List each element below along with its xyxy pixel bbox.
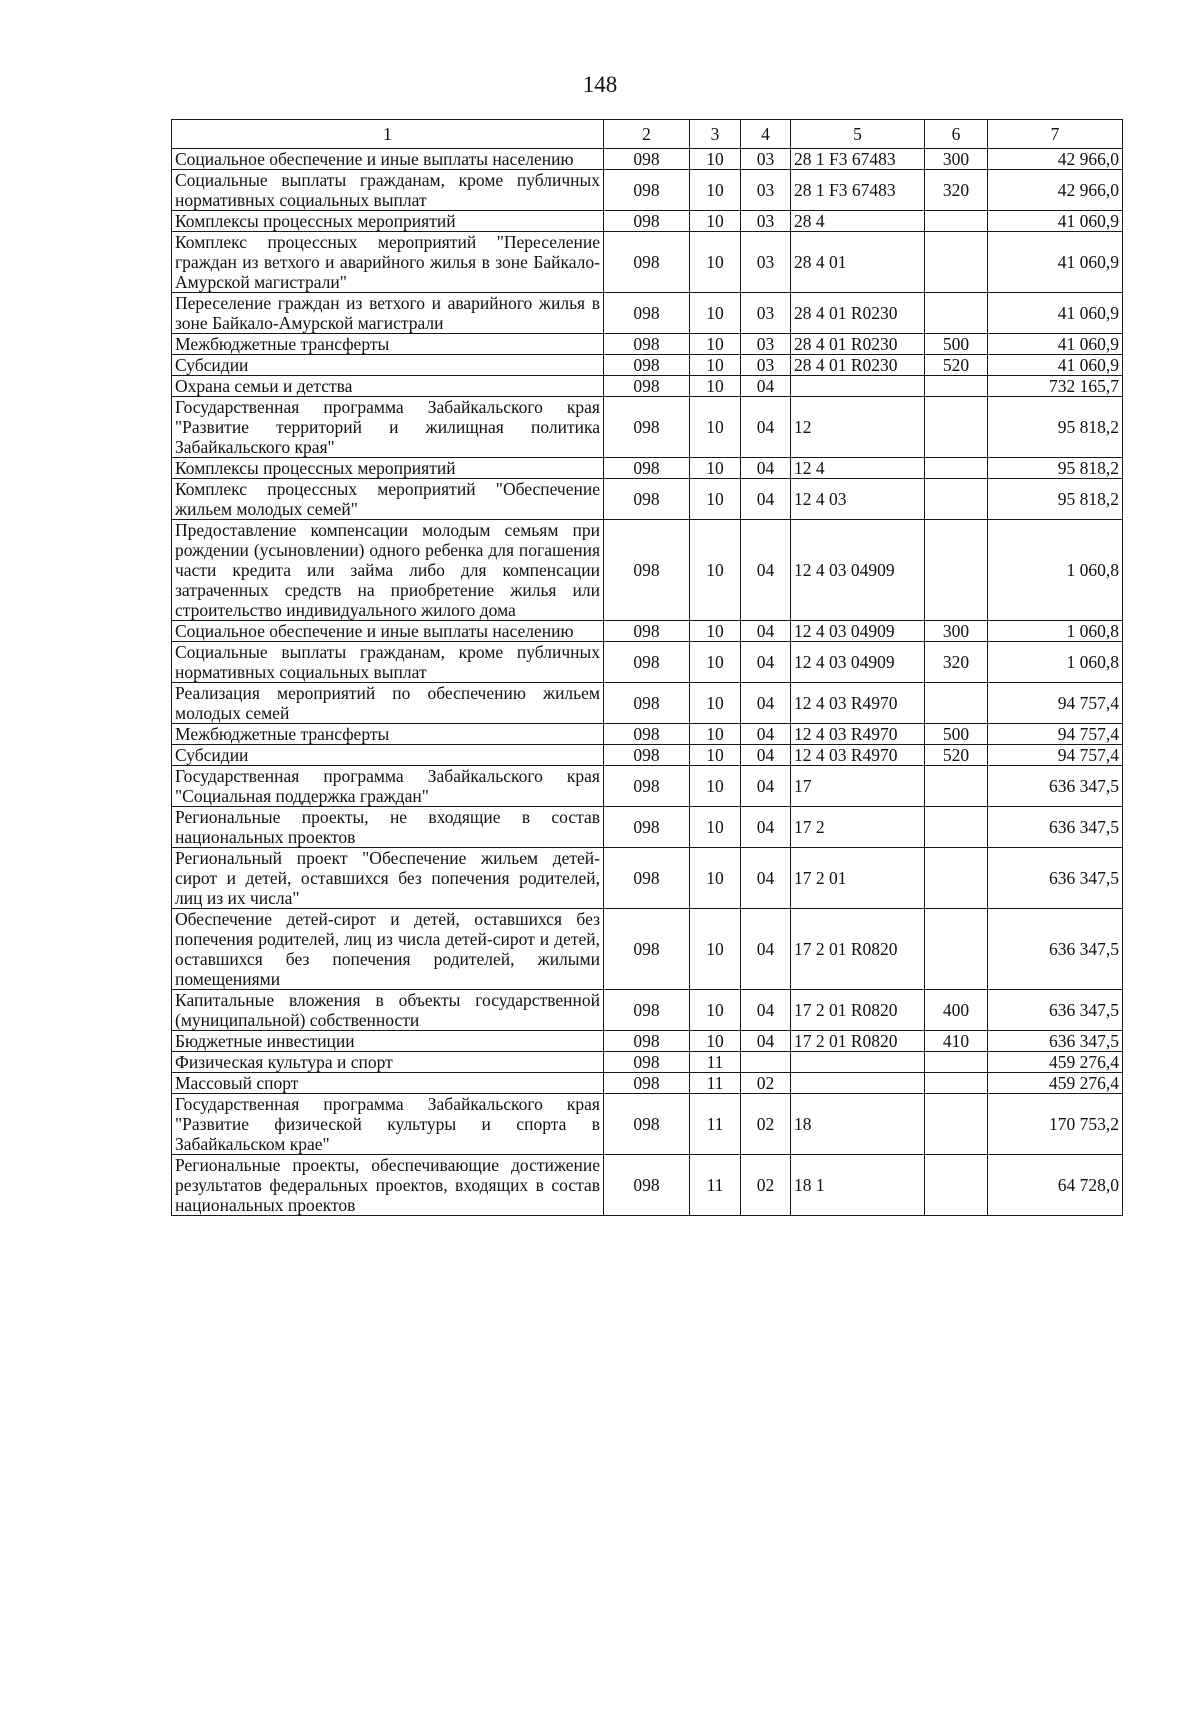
table-row [172,520,1123,621]
section-code-cell: 10 [690,232,741,293]
amount-cell: 41 060,9 [988,355,1123,376]
target-article-cell: 12 4 03 R4970 [791,745,925,766]
table-row [172,683,1123,724]
ministry-code-cell: 098 [604,232,690,293]
ministry-code-cell: 098 [604,621,690,642]
subsection-code-cell: 03 [741,211,791,232]
section-code-cell: 10 [690,642,741,683]
table-row [172,170,1123,211]
section-code-cell: 10 [690,621,741,642]
expense-type-cell [925,376,988,397]
amount-cell: 41 060,9 [988,232,1123,293]
row-name-cell: Субсидии [172,355,604,376]
target-article-cell: 12 4 03 R4970 [791,724,925,745]
amount-cell: 636 347,5 [988,990,1123,1031]
section-code-cell: 10 [690,149,741,170]
table-row [172,766,1123,807]
target-article-cell: 17 [791,766,925,807]
ministry-code-cell: 098 [604,211,690,232]
subsection-code-cell: 04 [741,1031,791,1052]
subsection-code-cell: 02 [741,1155,791,1216]
amount-cell: 459 276,4 [988,1073,1123,1094]
row-name-cell: Переселение граждан из ветхого и аварийного жилья в зоне Байкало-Амурской магистрали [172,293,604,334]
subsection-code-cell: 04 [741,520,791,621]
row-name-cell: Капитальные вложения в объекты государственной (муниципальной) собственности [172,990,604,1031]
row-name-cell: Предоставление компенсации молодым семьям при рождении (усыновлении) одного ребенка для погашения части кредита или займа либо для компенсации затраченных средств на приобретение жилья или строительство индивидуального жилого дома [172,520,604,621]
table-row [172,1073,1123,1094]
row-name-cell: Региональные проекты, не входящие в состав национальных проектов [172,807,604,848]
subsection-code-cell: 04 [741,909,791,990]
subsection-code-cell: 03 [741,149,791,170]
row-name-cell: Межбюджетные трансферты [172,334,604,355]
expense-type-cell: 520 [925,745,988,766]
amount-cell: 94 757,4 [988,745,1123,766]
column-header: 2 [604,120,690,149]
amount-cell: 95 818,2 [988,458,1123,479]
ministry-code-cell: 098 [604,1052,690,1073]
expense-type-cell [925,458,988,479]
target-article-cell [791,1073,925,1094]
target-article-cell: 12 4 03 04909 [791,520,925,621]
amount-cell: 170 753,2 [988,1094,1123,1155]
row-name-cell: Социальные выплаты гражданам, кроме публичных нормативных социальных выплат [172,642,604,683]
target-article-cell: 12 4 03 04909 [791,621,925,642]
section-code-cell: 10 [690,479,741,520]
subsection-code-cell: 03 [741,334,791,355]
row-name-cell: Социальные выплаты гражданам, кроме публичных нормативных социальных выплат [172,170,604,211]
row-name-cell: Комплексы процессных мероприятий [172,458,604,479]
target-article-cell: 28 4 01 R0230 [791,355,925,376]
table-row [172,621,1123,642]
column-header: 5 [791,120,925,149]
ministry-code-cell: 098 [604,909,690,990]
target-article-cell: 28 1 F3 67483 [791,149,925,170]
expense-type-cell [925,766,988,807]
expense-type-cell: 300 [925,621,988,642]
column-header: 4 [741,120,791,149]
table-row [172,848,1123,909]
subsection-code-cell: 03 [741,293,791,334]
table-row [172,458,1123,479]
target-article-cell: 12 4 03 [791,479,925,520]
expense-type-cell [925,807,988,848]
target-article-cell: 18 [791,1094,925,1155]
expense-type-cell [925,1073,988,1094]
ministry-code-cell: 098 [604,355,690,376]
expense-type-cell [925,1155,988,1216]
ministry-code-cell: 098 [604,642,690,683]
row-name-cell: Социальное обеспечение и иные выплаты населению [172,621,604,642]
ministry-code-cell: 098 [604,990,690,1031]
row-name-cell: Реализация мероприятий по обеспечению жильем молодых семей [172,683,604,724]
section-code-cell: 10 [690,458,741,479]
table-row [172,293,1123,334]
ministry-code-cell: 098 [604,397,690,458]
expense-type-cell: 500 [925,724,988,745]
amount-cell: 636 347,5 [988,1031,1123,1052]
row-name-cell: Физическая культура и спорт [172,1052,604,1073]
expense-type-cell [925,479,988,520]
section-code-cell: 11 [690,1073,741,1094]
expense-type-cell [925,1094,988,1155]
ministry-code-cell: 098 [604,149,690,170]
target-article-cell: 12 [791,397,925,458]
subsection-code-cell: 03 [741,170,791,211]
amount-cell: 1 060,8 [988,621,1123,642]
section-code-cell: 10 [690,990,741,1031]
table-body [172,149,1123,1216]
subsection-code-cell: 04 [741,683,791,724]
section-code-cell: 11 [690,1094,741,1155]
ministry-code-cell: 098 [604,766,690,807]
amount-cell: 636 347,5 [988,848,1123,909]
subsection-code-cell: 04 [741,458,791,479]
section-code-cell: 10 [690,724,741,745]
row-name-cell: Социальное обеспечение и иные выплаты населению [172,149,604,170]
target-article-cell: 17 2 01 R0820 [791,1031,925,1052]
row-name-cell: Комплексы процессных мероприятий [172,211,604,232]
section-code-cell: 10 [690,745,741,766]
section-code-cell: 10 [690,397,741,458]
section-code-cell: 10 [690,355,741,376]
ministry-code-cell: 098 [604,724,690,745]
target-article-cell: 17 2 01 R0820 [791,990,925,1031]
row-name-cell: Государственная программа Забайкальского края "Развитие территорий и жилищная политика Забайкальского края" [172,397,604,458]
row-name-cell: Обеспечение детей-сирот и детей, оставшихся без попечения родителей, лиц из числа детей-сирот и детей, оставшихся без попечения родителей, жилыми помещениями [172,909,604,990]
subsection-code-cell: 04 [741,479,791,520]
subsection-code-cell: 04 [741,990,791,1031]
amount-cell: 64 728,0 [988,1155,1123,1216]
ministry-code-cell: 098 [604,807,690,848]
target-article-cell: 28 4 [791,211,925,232]
section-code-cell: 10 [690,334,741,355]
ministry-code-cell: 098 [604,1094,690,1155]
ministry-code-cell: 098 [604,334,690,355]
subsection-code-cell [741,1052,791,1073]
section-code-cell: 11 [690,1052,741,1073]
table-row [172,1031,1123,1052]
table-row [172,724,1123,745]
row-name-cell: Бюджетные инвестиции [172,1031,604,1052]
target-article-cell: 28 4 01 R0230 [791,293,925,334]
expense-type-cell [925,211,988,232]
amount-cell: 732 165,7 [988,376,1123,397]
expense-type-cell [925,848,988,909]
target-article-cell: 28 1 F3 67483 [791,170,925,211]
row-name-cell: Региональный проект "Обеспечение жильем детей-сирот и детей, оставшихся без попечения родителей, лиц из их числа" [172,848,604,909]
amount-cell: 41 060,9 [988,293,1123,334]
ministry-code-cell: 098 [604,683,690,724]
page-number: 148 [582,72,618,97]
amount-cell: 636 347,5 [988,909,1123,990]
subsection-code-cell: 04 [741,621,791,642]
table-row [172,376,1123,397]
expense-type-cell: 300 [925,149,988,170]
section-code-cell: 10 [690,683,741,724]
column-header: 1 [172,120,604,149]
table-row [172,149,1123,170]
budget-table [171,119,1123,1216]
ministry-code-cell: 098 [604,170,690,211]
amount-cell: 94 757,4 [988,683,1123,724]
target-article-cell: 17 2 01 R0820 [791,909,925,990]
target-article-cell: 12 4 [791,458,925,479]
header-row [172,120,1123,149]
subsection-code-cell: 02 [741,1094,791,1155]
section-code-cell: 10 [690,848,741,909]
expense-type-cell [925,293,988,334]
table-row [172,211,1123,232]
row-name-cell: Охрана семьи и детства [172,376,604,397]
column-header: 7 [988,120,1123,149]
section-code-cell: 10 [690,766,741,807]
section-code-cell: 11 [690,1155,741,1216]
amount-cell: 95 818,2 [988,397,1123,458]
subsection-code-cell: 04 [741,724,791,745]
section-code-cell: 10 [690,170,741,211]
expense-type-cell: 500 [925,334,988,355]
section-code-cell: 10 [690,1031,741,1052]
subsection-code-cell: 04 [741,807,791,848]
section-code-cell: 10 [690,376,741,397]
target-article-cell: 18 1 [791,1155,925,1216]
subsection-code-cell: 04 [741,642,791,683]
table-row [172,1052,1123,1073]
amount-cell: 1 060,8 [988,642,1123,683]
section-code-cell: 10 [690,520,741,621]
table-row [172,1155,1123,1216]
table-row [172,479,1123,520]
amount-cell: 95 818,2 [988,479,1123,520]
ministry-code-cell: 098 [604,848,690,909]
target-article-cell: 17 2 01 [791,848,925,909]
table-row [172,1094,1123,1155]
table-row [172,745,1123,766]
amount-cell: 636 347,5 [988,807,1123,848]
ministry-code-cell: 098 [604,520,690,621]
amount-cell: 1 060,8 [988,520,1123,621]
row-name-cell: Комплекс процессных мероприятий "Обеспечение жильем молодых семей" [172,479,604,520]
subsection-code-cell: 03 [741,355,791,376]
expense-type-cell: 320 [925,642,988,683]
column-header: 3 [690,120,741,149]
row-name-cell: Государственная программа Забайкальского края "Развитие физической культуры и спорта в Забайкальском крае" [172,1094,604,1155]
table-row [172,397,1123,458]
section-code-cell: 10 [690,807,741,848]
subsection-code-cell: 04 [741,397,791,458]
expense-type-cell [925,232,988,293]
ministry-code-cell: 098 [604,293,690,334]
table-row [172,990,1123,1031]
expense-type-cell: 520 [925,355,988,376]
section-code-cell: 10 [690,293,741,334]
column-header: 6 [925,120,988,149]
expense-type-cell [925,683,988,724]
ministry-code-cell: 098 [604,1073,690,1094]
row-name-cell: Региональные проекты, обеспечивающие достижение результатов федеральных проектов, входящих в состав национальных проектов [172,1155,604,1216]
table-row [172,642,1123,683]
subsection-code-cell: 02 [741,1073,791,1094]
expense-type-cell: 320 [925,170,988,211]
ministry-code-cell: 098 [604,479,690,520]
expense-type-cell [925,909,988,990]
subsection-code-cell: 03 [741,232,791,293]
subsection-code-cell: 04 [741,745,791,766]
row-name-cell: Массовый спорт [172,1073,604,1094]
row-name-cell: Субсидии [172,745,604,766]
expense-type-cell [925,1052,988,1073]
subsection-code-cell: 04 [741,766,791,807]
row-name-cell: Комплекс процессных мероприятий "Переселение граждан из ветхого и аварийного жилья в зоне Байкало-Амурской магистрали" [172,232,604,293]
row-name-cell: Межбюджетные трансферты [172,724,604,745]
ministry-code-cell: 098 [604,1155,690,1216]
section-code-cell: 10 [690,909,741,990]
amount-cell: 42 966,0 [988,149,1123,170]
section-code-cell: 10 [690,211,741,232]
table-row [172,232,1123,293]
ministry-code-cell: 098 [604,458,690,479]
row-name-cell: Государственная программа Забайкальского края "Социальная поддержка граждан" [172,766,604,807]
amount-cell: 41 060,9 [988,334,1123,355]
target-article-cell: 17 2 [791,807,925,848]
amount-cell: 42 966,0 [988,170,1123,211]
amount-cell: 459 276,4 [988,1052,1123,1073]
table-row [172,334,1123,355]
amount-cell: 636 347,5 [988,766,1123,807]
subsection-code-cell: 04 [741,376,791,397]
amount-cell: 94 757,4 [988,724,1123,745]
subsection-code-cell: 04 [741,848,791,909]
target-article-cell: 12 4 03 04909 [791,642,925,683]
expense-type-cell: 400 [925,990,988,1031]
target-article-cell: 28 4 01 [791,232,925,293]
target-article-cell [791,1052,925,1073]
ministry-code-cell: 098 [604,745,690,766]
ministry-code-cell: 098 [604,376,690,397]
table-row [172,807,1123,848]
target-article-cell: 28 4 01 R0230 [791,334,925,355]
table-row [172,909,1123,990]
expense-type-cell: 410 [925,1031,988,1052]
amount-cell: 41 060,9 [988,211,1123,232]
expense-type-cell [925,520,988,621]
ministry-code-cell: 098 [604,1031,690,1052]
target-article-cell: 12 4 03 R4970 [791,683,925,724]
expense-type-cell [925,397,988,458]
table-row [172,355,1123,376]
target-article-cell [791,376,925,397]
